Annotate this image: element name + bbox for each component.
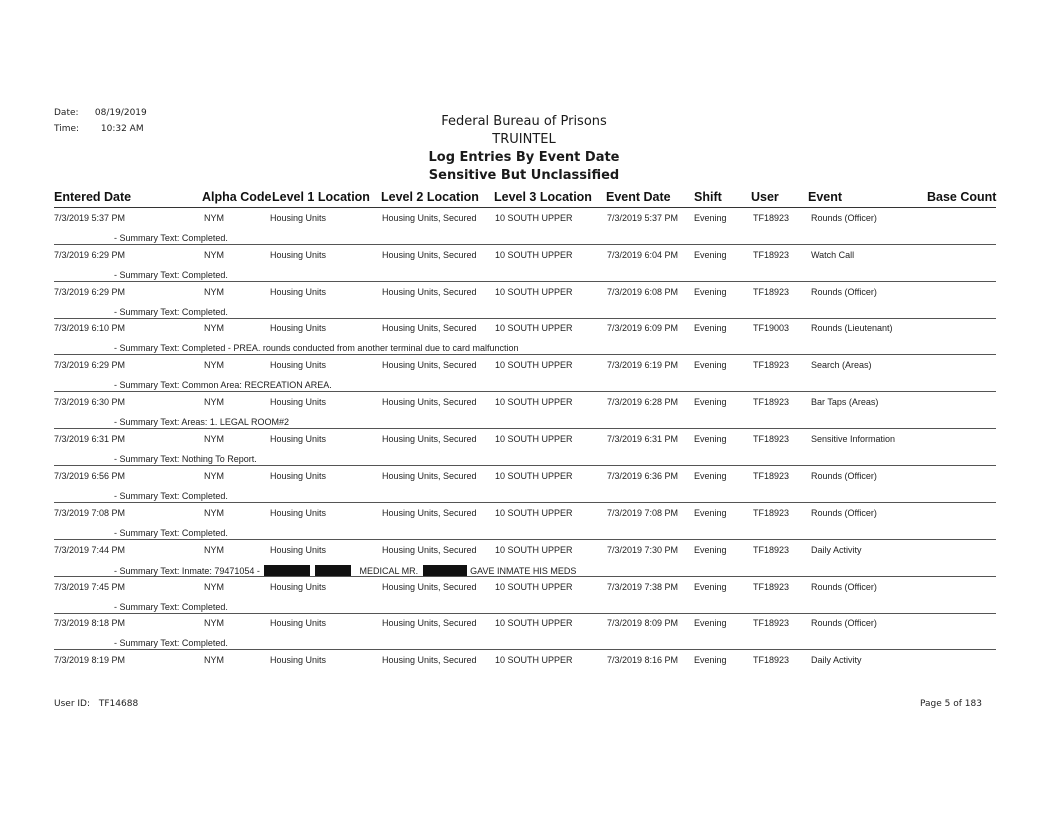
cell-event: Rounds (Officer)	[811, 471, 877, 481]
row-divider	[54, 576, 996, 577]
cell-event: Rounds (Officer)	[811, 618, 877, 628]
time-value: 10:32 AM	[100, 124, 144, 134]
col-entered-date: Entered Date	[54, 190, 132, 204]
summary-text: - Summary Text: Completed.	[114, 307, 228, 317]
redaction-block	[315, 565, 351, 576]
table-row	[0, 471, 1056, 508]
row-divider	[54, 281, 996, 282]
table-row	[0, 582, 1056, 619]
title-system: TRUINTEL	[492, 132, 556, 147]
cell-level3: 10 SOUTH UPPER	[495, 287, 573, 297]
cell-entered-date: 7/3/2019 6:30 PM	[54, 397, 126, 407]
cell-event: Rounds (Officer)	[811, 213, 877, 223]
footer-user-value: TF14688	[98, 699, 139, 709]
row-divider	[54, 539, 996, 540]
cell-event-date: 7/3/2019 7:08 PM	[607, 508, 679, 518]
cell-level3: 10 SOUTH UPPER	[495, 508, 573, 518]
cell-entered-date: 7/3/2019 7:08 PM	[54, 508, 126, 518]
cell-level3: 10 SOUTH UPPER	[495, 545, 573, 555]
row-divider	[54, 244, 996, 245]
cell-shift: Evening	[694, 434, 727, 444]
cell-event: Rounds (Officer)	[811, 582, 877, 592]
cell-event: Sensitive Information	[811, 434, 896, 444]
col-base-count: Base Count	[927, 190, 997, 204]
time-label: Time:	[54, 124, 80, 134]
cell-entered-date: 7/3/2019 8:18 PM	[54, 618, 126, 628]
cell-event-date: 7/3/2019 6:36 PM	[607, 471, 679, 481]
cell-alpha-code: NYM	[204, 618, 224, 628]
cell-event-date: 7/3/2019 6:04 PM	[607, 250, 679, 260]
cell-event: Rounds (Officer)	[811, 508, 877, 518]
cell-user: TF18923	[753, 434, 790, 444]
cell-event: Daily Activity	[811, 545, 862, 555]
cell-entered-date: 7/3/2019 7:45 PM	[54, 582, 126, 592]
cell-level1: Housing Units	[270, 618, 327, 628]
cell-event-date: 7/3/2019 8:16 PM	[607, 655, 679, 665]
cell-event-date: 7/3/2019 5:37 PM	[607, 213, 679, 223]
cell-level2: Housing Units, Secured	[382, 655, 477, 665]
table-row	[0, 287, 1056, 324]
cell-level1: Housing Units	[270, 434, 327, 444]
summary-text: - Summary Text: Completed.	[114, 602, 228, 612]
cell-alpha-code: NYM	[204, 360, 224, 370]
cell-event-date: 7/3/2019 6:31 PM	[607, 434, 679, 444]
cell-user: TF18923	[753, 471, 790, 481]
cell-level3: 10 SOUTH UPPER	[495, 213, 573, 223]
row-divider	[54, 465, 996, 466]
cell-user: TF19003	[753, 323, 790, 333]
cell-shift: Evening	[694, 250, 727, 260]
cell-event-date: 7/3/2019 6:19 PM	[607, 360, 679, 370]
cell-alpha-code: NYM	[204, 287, 224, 297]
date-value: 08/19/2019	[94, 108, 147, 118]
summary-text: - Summary Text: Completed.	[114, 528, 228, 538]
row-divider	[54, 318, 996, 319]
report-title	[0, 113, 1056, 185]
cell-alpha-code: NYM	[204, 655, 224, 665]
cell-entered-date: 7/3/2019 6:56 PM	[54, 471, 126, 481]
cell-level2: Housing Units, Secured	[382, 323, 477, 333]
summary-part-medical: MEDICAL MR.	[359, 566, 419, 576]
cell-level2: Housing Units, Secured	[382, 582, 477, 592]
row-divider	[54, 354, 996, 355]
cell-level1: Housing Units	[270, 360, 327, 370]
cell-level2: Housing Units, Secured	[382, 250, 477, 260]
cell-user: TF18923	[753, 545, 790, 555]
summary-text: - Summary Text: Completed.	[114, 270, 228, 280]
cell-level2: Housing Units, Secured	[382, 508, 477, 518]
footer-user-id	[54, 699, 138, 709]
summary-text: - Summary Text: Areas: 1. LEGAL ROOM#2	[114, 417, 290, 427]
cell-level1: Housing Units	[270, 250, 327, 260]
cell-user: TF18923	[753, 508, 790, 518]
cell-entered-date: 7/3/2019 8:19 PM	[54, 655, 126, 665]
summary-text: - Summary Text: Nothing To Report.	[114, 454, 257, 464]
cell-level2: Housing Units, Secured	[382, 545, 477, 555]
cell-shift: Evening	[694, 655, 727, 665]
cell-level2: Housing Units, Secured	[382, 287, 477, 297]
col-user: User	[751, 190, 779, 204]
cell-alpha-code: NYM	[204, 508, 224, 518]
cell-level3: 10 SOUTH UPPER	[495, 471, 573, 481]
date-label: Date:	[54, 108, 79, 118]
page-number: Page 5 of 183	[920, 699, 982, 709]
table-row	[0, 434, 1056, 471]
cell-level3: 10 SOUTH UPPER	[495, 655, 573, 665]
cell-event: Rounds (Lieutenant)	[811, 323, 893, 333]
summary-text: - Summary Text: Completed.	[114, 491, 228, 501]
cell-level1: Housing Units	[270, 397, 327, 407]
cell-level2: Housing Units, Secured	[382, 471, 477, 481]
col-level3-location: Level 3 Location	[494, 190, 592, 204]
cell-shift: Evening	[694, 582, 727, 592]
cell-event: Search (Areas)	[811, 360, 872, 370]
table-row	[0, 618, 1056, 655]
col-event: Event	[808, 190, 843, 204]
cell-event-date: 7/3/2019 6:09 PM	[607, 323, 679, 333]
cell-shift: Evening	[694, 287, 727, 297]
cell-event: Rounds (Officer)	[811, 287, 877, 297]
col-level2-location: Level 2 Location	[381, 190, 479, 204]
redaction-block	[423, 565, 467, 576]
cell-level1: Housing Units	[270, 323, 327, 333]
cell-entered-date: 7/3/2019 6:29 PM	[54, 250, 126, 260]
cell-level2: Housing Units, Secured	[382, 360, 477, 370]
cell-user: TF18923	[753, 250, 790, 260]
table-row	[0, 508, 1056, 545]
cell-event-date: 7/3/2019 7:38 PM	[607, 582, 679, 592]
cell-level2: Housing Units, Secured	[382, 618, 477, 628]
cell-level1: Housing Units	[270, 508, 327, 518]
summary-text: - Summary Text: Common Area: RECREATION AREA.	[114, 380, 332, 390]
cell-level3: 10 SOUTH UPPER	[495, 618, 573, 628]
cell-alpha-code: NYM	[204, 213, 224, 223]
col-alpha-code: Alpha Code	[202, 190, 272, 204]
cell-level3: 10 SOUTH UPPER	[495, 434, 573, 444]
cell-user: TF18923	[753, 397, 790, 407]
cell-alpha-code: NYM	[204, 582, 224, 592]
row-divider	[54, 391, 996, 392]
table-row	[0, 360, 1056, 397]
title-agency: Federal Bureau of Prisons	[441, 114, 607, 129]
cell-event: Daily Activity	[811, 655, 862, 665]
cell-level2: Housing Units, Secured	[382, 397, 477, 407]
cell-shift: Evening	[694, 323, 727, 333]
cell-level3: 10 SOUTH UPPER	[495, 582, 573, 592]
cell-user: TF18923	[753, 213, 790, 223]
cell-level2: Housing Units, Secured	[382, 434, 477, 444]
cell-entered-date: 7/3/2019 5:37 PM	[54, 213, 126, 223]
row-divider	[54, 649, 996, 650]
cell-shift: Evening	[694, 397, 727, 407]
col-event-date: Event Date	[606, 190, 671, 204]
cell-level1: Housing Units	[270, 582, 327, 592]
table-row	[0, 655, 1056, 692]
cell-user: TF18923	[753, 360, 790, 370]
summary-text-redacted	[114, 565, 576, 576]
cell-shift: Evening	[694, 508, 727, 518]
cell-level3: 10 SOUTH UPPER	[495, 250, 573, 260]
cell-event-date: 7/3/2019 6:08 PM	[607, 287, 679, 297]
summary-text: - Summary Text: Completed.	[114, 233, 228, 243]
header-divider	[54, 207, 996, 208]
cell-user: TF18923	[753, 582, 790, 592]
cell-level3: 10 SOUTH UPPER	[495, 397, 573, 407]
cell-level3: 10 SOUTH UPPER	[495, 360, 573, 370]
footer-user-label: User ID:	[54, 699, 90, 709]
cell-shift: Evening	[694, 213, 727, 223]
cell-shift: Evening	[694, 360, 727, 370]
cell-entered-date: 7/3/2019 6:29 PM	[54, 287, 126, 297]
title-classification: Sensitive But Unclassified	[428, 168, 620, 183]
cell-alpha-code: NYM	[204, 471, 224, 481]
cell-user: TF18923	[753, 287, 790, 297]
cell-event-date: 7/3/2019 6:28 PM	[607, 397, 679, 407]
cell-entered-date: 7/3/2019 7:44 PM	[54, 545, 126, 555]
table-row	[0, 545, 1056, 582]
cell-level1: Housing Units	[270, 545, 327, 555]
table-row	[0, 323, 1056, 360]
summary-part-meds: GAVE INMATE HIS MEDS	[470, 566, 577, 576]
cell-alpha-code: NYM	[204, 323, 224, 333]
cell-entered-date: 7/3/2019 6:10 PM	[54, 323, 126, 333]
cell-shift: Evening	[694, 618, 727, 628]
cell-entered-date: 7/3/2019 6:29 PM	[54, 360, 126, 370]
redaction-block	[264, 565, 310, 576]
row-divider	[54, 502, 996, 503]
row-divider	[54, 613, 996, 614]
col-level1-location: Level 1 Location	[272, 190, 370, 204]
table-row	[0, 250, 1056, 287]
cell-event-date: 7/3/2019 7:30 PM	[607, 545, 679, 555]
table-row	[0, 213, 1056, 250]
summary-text: - Summary Text: Completed - PREA. rounds conducted from another terminal due to card malfunction	[114, 343, 519, 353]
cell-level2: Housing Units, Secured	[382, 213, 477, 223]
cell-level1: Housing Units	[270, 655, 327, 665]
cell-alpha-code: NYM	[204, 250, 224, 260]
cell-user: TF18923	[753, 655, 790, 665]
summary-part-inmate: - Summary Text: Inmate: 79471054 -	[114, 566, 260, 576]
title-report-name: Log Entries By Event Date	[428, 150, 620, 165]
cell-event: Bar Taps (Areas)	[811, 397, 879, 407]
summary-text: - Summary Text: Completed.	[114, 638, 228, 648]
row-divider	[54, 428, 996, 429]
cell-entered-date: 7/3/2019 6:31 PM	[54, 434, 126, 444]
cell-alpha-code: NYM	[204, 397, 224, 407]
cell-alpha-code: NYM	[204, 434, 224, 444]
cell-alpha-code: NYM	[204, 545, 224, 555]
cell-event: Watch Call	[811, 250, 855, 260]
cell-level1: Housing Units	[270, 287, 327, 297]
col-shift: Shift	[694, 190, 722, 204]
cell-event-date: 7/3/2019 8:09 PM	[607, 618, 679, 628]
cell-shift: Evening	[694, 471, 727, 481]
cell-shift: Evening	[694, 545, 727, 555]
table-row	[0, 397, 1056, 434]
cell-user: TF18923	[753, 618, 790, 628]
cell-level3: 10 SOUTH UPPER	[495, 323, 573, 333]
cell-level1: Housing Units	[270, 213, 327, 223]
cell-level1: Housing Units	[270, 471, 327, 481]
